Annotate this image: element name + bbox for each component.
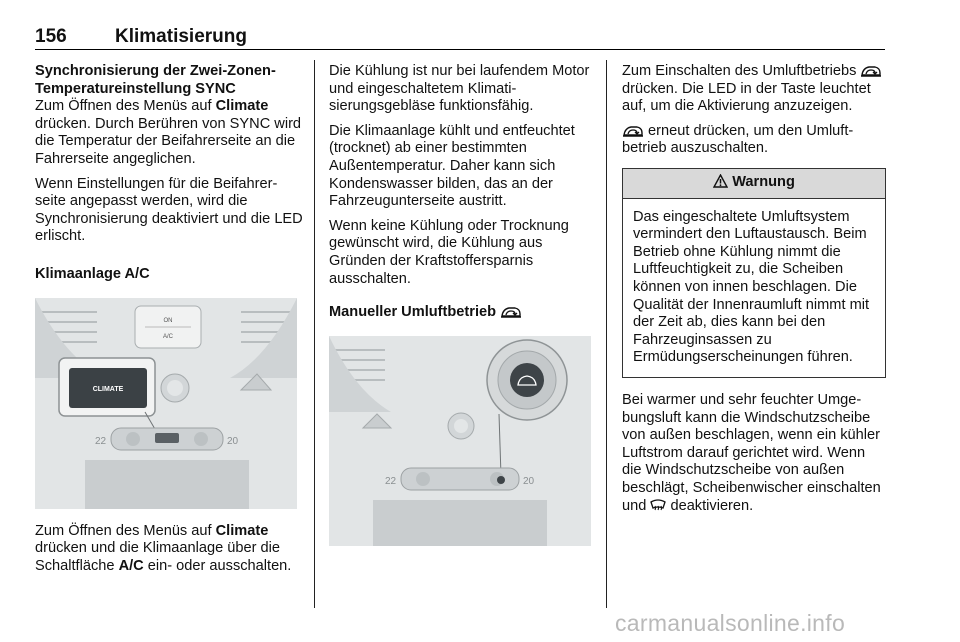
page-number: 156: [35, 26, 67, 47]
ac-label: A/C: [162, 333, 174, 340]
column-3: [622, 63, 886, 523]
on-label: ON: [163, 317, 173, 324]
paragraph: Wenn Einstellungen für die Beifahrerseite angepasst werden, wird die Synchronisierung deaktiviert und die LED erlischt.: [35, 175, 303, 245]
column-2: [329, 63, 595, 546]
warning-box: [622, 168, 886, 378]
warning-header: [623, 169, 885, 199]
page-header: [35, 26, 885, 50]
warning-text: Das eingeschaltete Umluftsystem vermindert den Luftaustausch. Beim Betrieb ohne Kühlung nimmt die Luftfeuchtigkeit zu, die Scheiben können von innen beschlagen. Die Qualität der Innenraumluft nimmt mit der Zeit ab, dies kann bei den Fahrzeuginsassen zu Ermüdungserscheinungen führen.: [633, 208, 870, 366]
paragraph: Zum Einschalten des Umluftbetriebs drücken. Die LED in der Taste leuchtet auf, um die Aktivierung anzuzeigen.: [622, 63, 886, 116]
column-divider-2: [606, 60, 607, 608]
climate-panel-photo: [35, 298, 297, 509]
temp-right: 20: [523, 475, 535, 487]
subheading-recirculation: Manueller Umluftbetrieb: [329, 304, 595, 322]
paragraph: erneut drücken, um den Umluftbetrieb auszuschalten.: [622, 122, 854, 157]
column-divider-1: [314, 60, 315, 608]
warning-triangle-icon: [713, 174, 728, 188]
subheading-ac: Klimaanlage A/C: [35, 265, 150, 282]
paragraph: Die Kühlung ist nur bei laufendem Motor und eingeschaltetem Klimatisierungsgebläse funktionsfähig.: [329, 63, 590, 115]
paragraph: Zum Öffnen des Menüs auf Climate drücken. Durch Berühren von SYNC wird die Temperatur der Beifahrerseite an die Fahrerseite angeglichen.: [35, 98, 302, 167]
temp-left: 22: [95, 435, 107, 447]
paragraph: Bei warmer und sehr feuchter Umgebungsluft kann die Windschutzscheibe von außen beschlagen, wenn ein kühler Luftstrom darauf gerichtet wird. Wenn die Windschutzscheibe von außen beschlägt, Scheibenwischer einschalten und deaktivieren.: [622, 391, 881, 515]
column-1: [35, 63, 303, 582]
paragraph: Wenn keine Kühlung oder Trocknung gewünscht wird, die Kühlung aus Gründen der Kraftstoffersparnis ausschalten.: [329, 217, 569, 287]
recirculation-icon: [622, 124, 644, 138]
recirculation-icon: [500, 305, 522, 319]
windshield-defrost-icon: [650, 497, 666, 512]
recirculation-icon: [860, 64, 882, 78]
section-title: Synchronisierung der Zwei-Zonen- Temperatureinstellung SYNC: [35, 63, 276, 97]
paragraph: Zum Öffnen des Menüs auf Climate drücken und die Klimaanlage über die Schaltfläche A/C ein- oder ausschalten.: [35, 522, 292, 574]
page-title: Klimatisierung: [115, 26, 247, 47]
warning-title: Warnung: [732, 173, 795, 190]
temp-left: 22: [385, 475, 397, 487]
watermark: carmanualsonline.info: [615, 610, 846, 636]
recirculation-button-photo: [329, 336, 591, 546]
climate-label: CLIMATE: [92, 385, 124, 393]
paragraph: Die Klimaanlage kühlt und entfeuchtet (trocknet) ab einer bestimmten Außentemperatur. Daher kann sich Kondenswasser bilden, das an der Fahrzeugunterseite austritt.: [329, 122, 575, 210]
temp-right: 20: [227, 435, 239, 447]
header-divider: [35, 49, 885, 50]
